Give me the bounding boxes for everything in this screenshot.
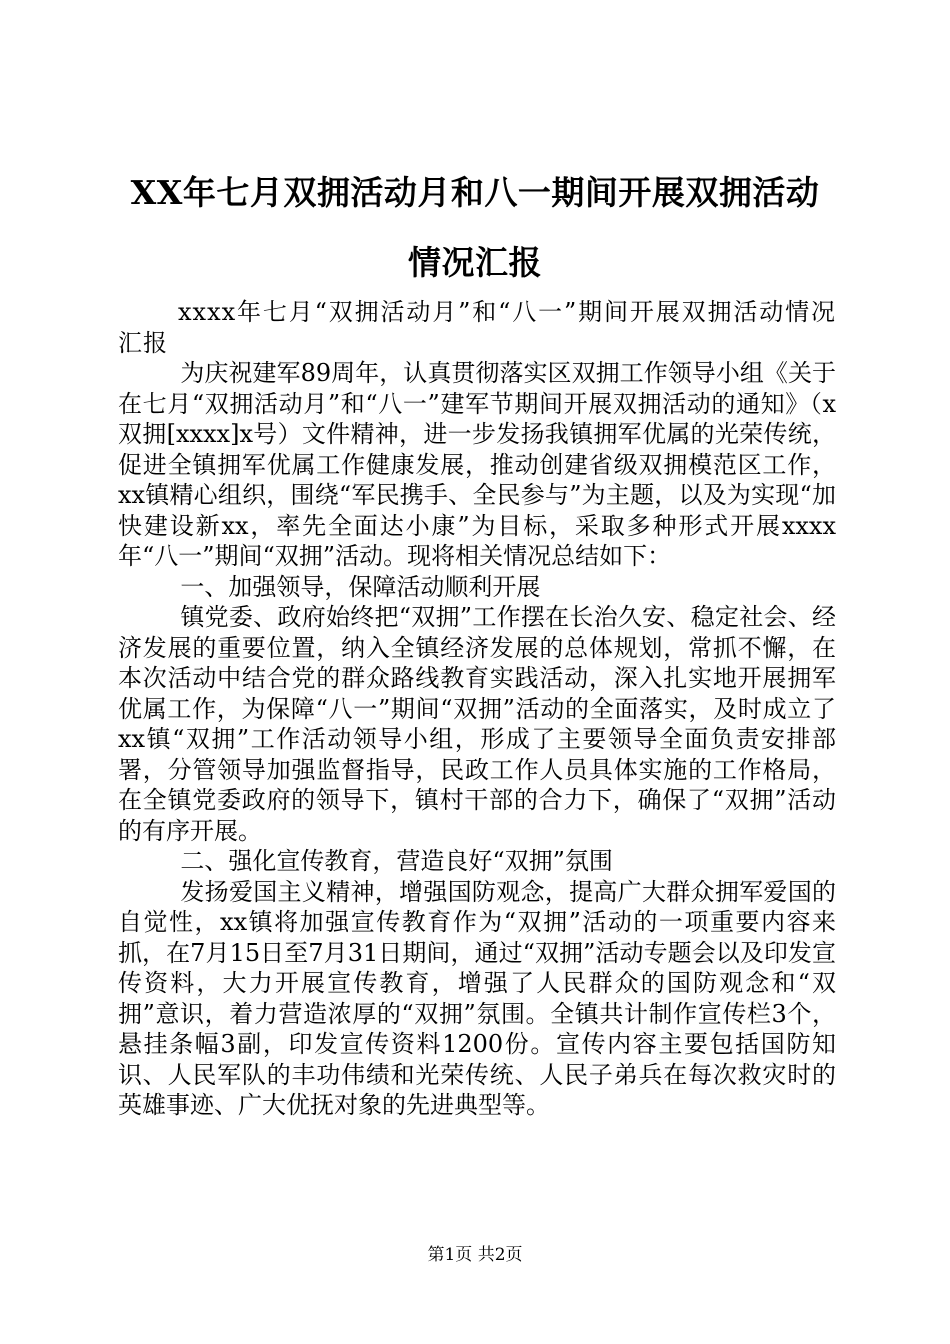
paragraph-publicity: 发扬爱国主义精神，增强国防观念，提高广大群众拥军爱国的自觉性，xx镇将加强宣传教育作为“双拥”活动的一项重要内容来抓，在7月15日至7月31日期间，通过“双拥”活动专题会以及印发宣传资料，大力开展宣传教育，增强了人民群众的国防观念和“双拥”意识，着力营造浓厚的“双拥”氛围。全镇共计制作宣传栏3个，悬挂条幅3副，印发宣传资料1200份。宣传内容主要包括国防知识、人民军队的丰功伟绩和光荣传统、人民子弟兵在每次救灾时的英雄事迹、广大优抚对象的先进典型等。 (118, 877, 836, 1119)
document-body (118, 297, 836, 1121)
page-number-footer: 第1页 共2页 (427, 1245, 523, 1265)
paragraph-background: 为庆祝建军89周年，认真贯彻落实区双拥工作领导小组《关于在七月“双拥活动月”和“八一”建军节期间开展双拥活动的通知》（x双拥[xxxx]x号）文件精神，进一步发扬我镇拥军优属的光荣传统，促进全镇拥军优属工作健康发展，推动创建省级双拥模范区工作，xx镇精心组织，围绕“军民携手、全民参与”为主题，以及为实现“加快建设新xx，率先全面达小康”为目标，采取多种形式开展xxxx年“八一”期间“双拥”活动。现将相关情况总结如下： (118, 359, 836, 570)
intro-paragraph: xxxx年七月“双拥活动月”和“八一”期间开展双拥活动情况汇报 (118, 298, 836, 357)
section-heading-2: 二、强化宣传教育，营造良好“双拥”氛围 (180, 847, 613, 875)
document-title: XX年七月双拥活动月和八一期间开展双拥活动情况汇报 (130, 173, 820, 282)
paragraph-leadership: 镇党委、政府始终把“双拥”工作摆在长治久安、稳定社会、经济发展的重要位置，纳入全镇经济发展的总体规划，常抓不懈，在本次活动中结合党的群众路线教育实践活动，深入扎实地开展拥军优属工作，为保障“八一”期间“双拥”活动的全面落实，及时成立了xx镇“双拥”工作活动领导小组，形成了主要领导全面负责安排部署，分管领导加强监督指导，民政工作人员具体实施的工作格局，在全镇党委政府的领导下，镇村干部的合力下，确保了“双拥”活动的有序开展。 (118, 603, 836, 845)
section-heading-1: 一、加强领导，保障活动顺利开展 (180, 572, 541, 601)
